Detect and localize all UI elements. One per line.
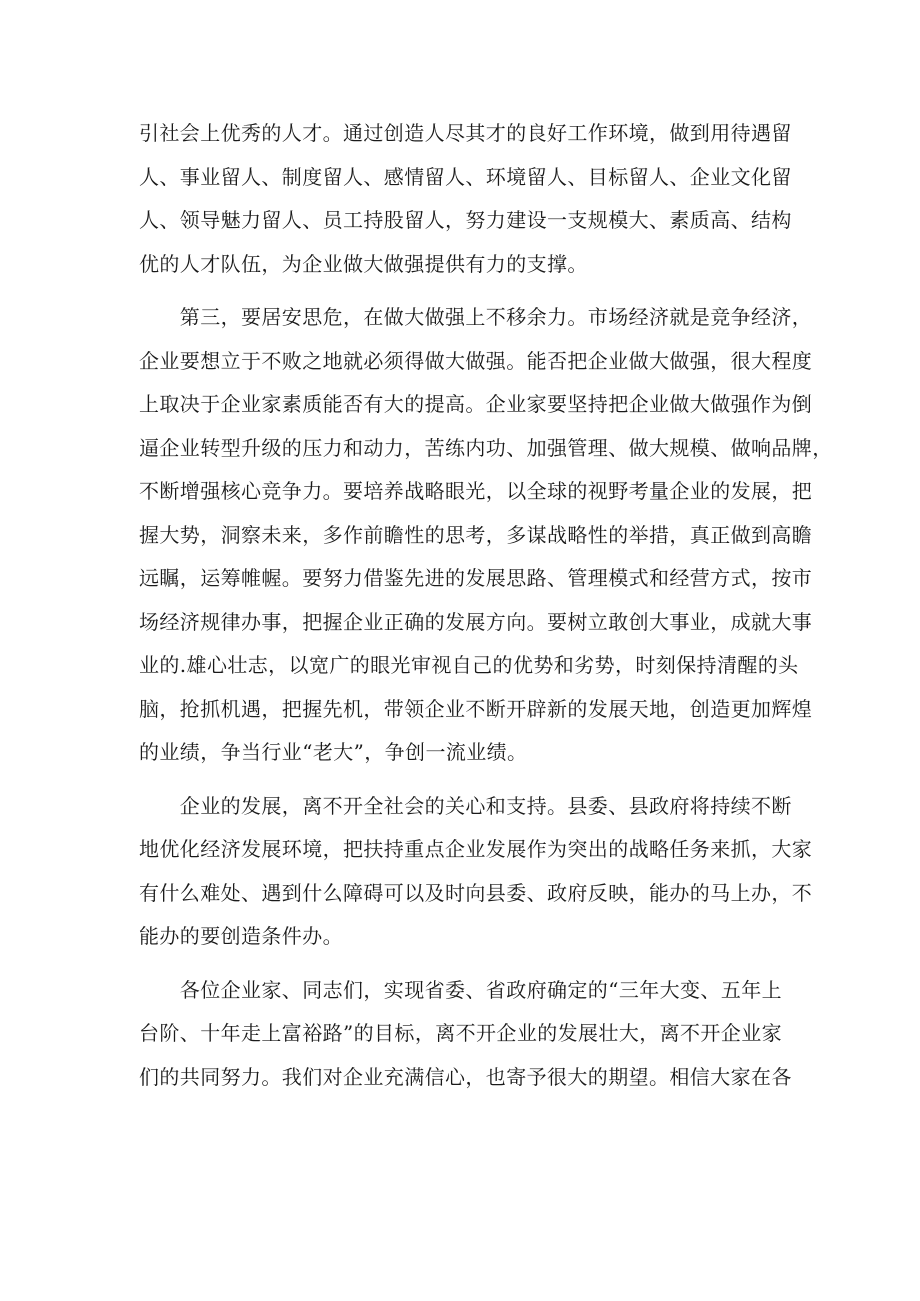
text-line: 人、领导魅力留人、员工持股留人，努力建设一支规模大、素质高、结构 (139, 208, 792, 232)
text-line: 逼企业转型升级的压力和动力，苦练内功、加强管理、做大规模、做响品牌， (139, 435, 833, 460)
text-line: 场经济规律办事，把握企业正确的发展方向。要树立敢创大事业，成就大事 (139, 609, 813, 634)
paragraph-third-point (139, 296, 833, 775)
text-line: 远瞩，运筹帷幄。要努力借鉴先进的发展思路、管理模式和经营方式，按市 (139, 566, 813, 590)
text-line: 不断增强核心竞争力。要培养战略眼光，以全球的视野考量企业的发展，把 (139, 479, 813, 503)
text-line: 人、事业留人、制度留人、感情留人、环境留人、目标留人、企业文化留 (139, 164, 792, 189)
text-line: 能办的要创造条件办。 (139, 924, 343, 948)
paragraph-support (139, 785, 813, 959)
text-line: 的业绩，争当行业“老大”，争创一流业绩。 (139, 740, 528, 764)
document-body (139, 112, 833, 1099)
text-line: 引社会上优秀的人才。通过创造人尽其才的良好工作环境，做到用待遇留 (139, 121, 792, 145)
text-line: 握大势，洞察未来，多作前瞻性的思考，多谋战略性的举措，真正做到高瞻 (139, 522, 813, 547)
text-line: 们的共同努力。我们对企业充满信心，也寄予很大的期望。相信大家在各 (139, 1064, 792, 1089)
text-line: 脑，抢抓机遇，把握先机，带领企业不断开辟新的发展天地，创造更加辉煌 (139, 696, 813, 721)
paragraph-gap (139, 959, 799, 969)
text-line: 优的人才队伍，为企业做大做强提供有力的支撑。 (139, 251, 588, 276)
text-line: 地优化经济发展环境，把扶持重点企业发展作为突出的战略任务来抓，大家 (139, 837, 813, 861)
text-line: 台阶、十年走上富裕路”的目标，离不开企业的发展壮大，离不开企业家 (139, 1021, 783, 1045)
paragraph-talent (139, 112, 799, 286)
text-line: 企业要想立于不败之地就必须得做大做强。能否把企业做大做强，很大程度 (139, 348, 813, 373)
text-line: 第三，要居安思危，在做大做强上不移余力。市场经济就是竞争经济， (139, 305, 813, 329)
paragraph-gap (139, 286, 799, 296)
text-line: 企业的发展，离不开全社会的关心和支持。县委、县政府将持续不断 (139, 793, 792, 818)
paragraph-gap (139, 775, 799, 785)
text-line: 业的.雄心壮志，以宽广的眼光审视自己的优势和劣势，时刻保持清醒的头 (139, 653, 799, 677)
text-line: 上取决于企业家素质能否有大的提高。企业家要坚持把企业做大做强作为倒 (139, 392, 813, 416)
paragraph-closing (139, 969, 799, 1100)
text-line: 有什么难处、遇到什么障碍可以及时向县委、政府反映，能办的马上办，不 (139, 880, 813, 905)
text-line: 各位企业家、同志们，实现省委、省政府确定的“三年大变、五年上 (139, 977, 783, 1002)
